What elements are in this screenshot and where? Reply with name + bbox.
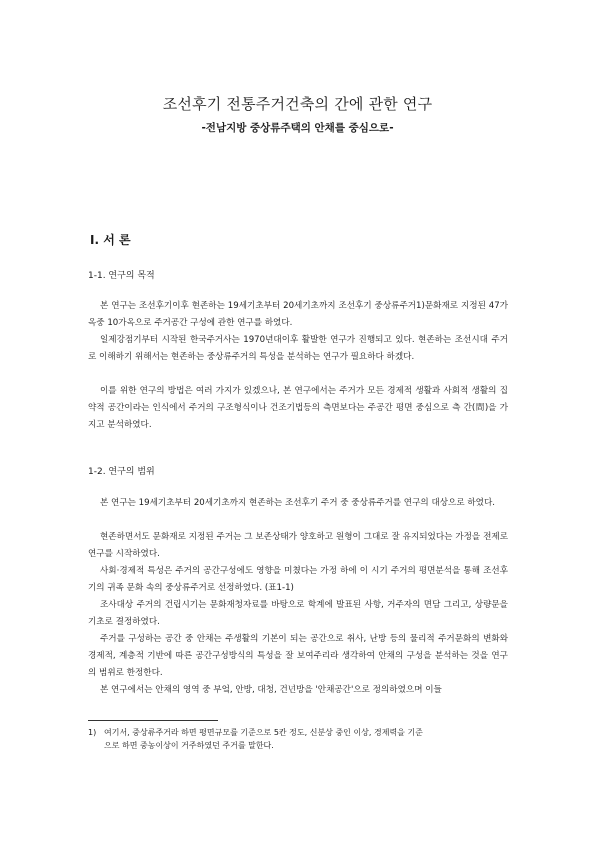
paragraph-scope-5: 주거를 구성하는 공간 중 안채는 주생활의 기본이 되는 공간으로 취사, 난방 등의 물리적 주거문화의 변화와 경제적, 계층적 기반에 따른 공간구성방식의 특성을 잘 보여주리라 생각하여 안채의 구성을 분석하는 것을 연구의 범위로 한정한다. (88, 634, 508, 678)
paragraph-purpose-1: 본 연구는 조선후기이후 현존하는 19세기초부터 20세기초까지 조선후기 중상류주거1)문화재로 지정된 47가옥중 10가옥으로 주거공간 구성에 관한 연구를 하였다. (88, 301, 508, 328)
paragraph-scope-1: 본 연구는 19세기초부터 20세기초까지 현존하는 조선후기 주거 중 중상류주거를 연구의 대상으로 하였다. (100, 498, 496, 508)
paragraph-scope-6: 본 연구에서는 안채의 영역 중 부엌, 안방, 대청, 건넌방을 '안채공간'으로 정의하였으며 이들 (100, 685, 442, 695)
footnote-divider (88, 720, 218, 721)
section-heading-introduction: Ⅰ. 서 론 (90, 233, 131, 247)
footnote-number: 1) (88, 728, 97, 737)
footnote-text-line1: 여기서, 중상류주거라 하면 평면규모를 기준으로 5칸 정도, 신분상 중인 이상, 경제력을 기준 (104, 728, 423, 737)
paragraph-purpose-3: 이를 위한 연구의 방법은 여러 가지가 있겠으나, 본 연구에서는 주거가 모든 경제적 생활과 사회적 생활의 집약적 공간이라는 인식에서 주거의 구조형식이나 건조기법등의 측면보다는 주공간 평면 중심으로 측 간(間)을 가지고 분석하였다. (88, 386, 508, 430)
paragraph-purpose-2: 일제강점기부터 시작된 한국주거사는 1970년대이후 활발한 연구가 진행되고 있다. 현존하는 조선시대 주거로 이해하기 위해서는 현존하는 중상류주거의 특성을 분석하는 연구가 필요하다 하겠다. (88, 335, 508, 362)
subsection-heading-purpose: 1-1. 연구의 목적 (88, 271, 155, 281)
paper-title: 조선후기 전통주거건축의 간에 관한 연구 (162, 95, 433, 113)
paragraph-scope-4: 조사대상 주거의 건립시기는 문화재청자료를 바탕으로 학계에 발표된 사항, 거주자의 면담 그리고, 상량문을 기초로 결정하였다. (88, 600, 508, 627)
footnote-text-line2: 으로 하면 중농이상이 거주하였던 주거를 말한다. (104, 741, 274, 750)
paper-subtitle: -전남지방 중상류주택의 안채를 중심으로- (201, 122, 394, 134)
paragraph-scope-3: 사회·경제적 특성은 주거의 공간구성에도 영향을 미쳤다는 가정 하에 이 시기 주거의 평면분석을 통해 조선후기의 귀족 문화 속의 중상류주거로 선정하였다. (표1-1) (88, 566, 508, 593)
subsection-heading-scope: 1-2. 연구의 범위 (88, 467, 155, 477)
footnote (88, 726, 508, 752)
paragraph-scope-2: 현존하면서도 문화재로 지정된 주거는 그 보존상태가 양호하고 원형이 그대로 잘 유지되었다는 가정을 전제로 연구를 시작하였다. (88, 532, 508, 559)
